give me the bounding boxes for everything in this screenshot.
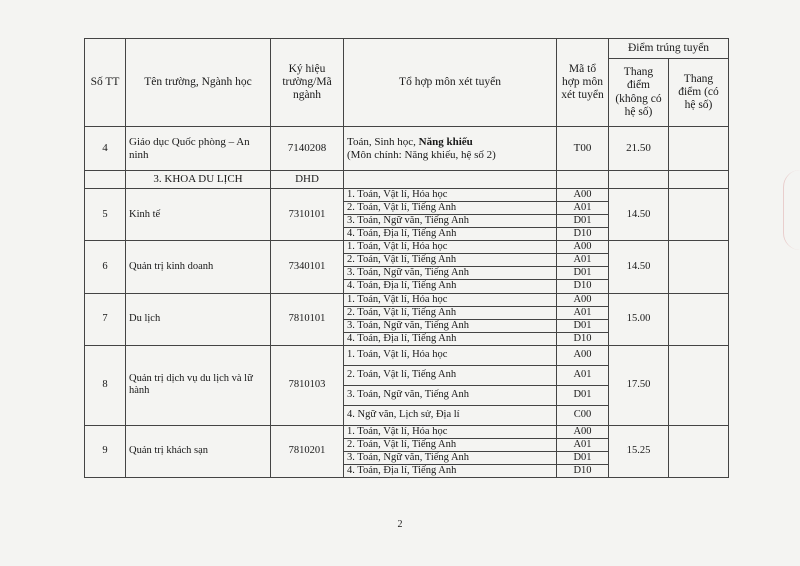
major-name: Kinh tế: [126, 189, 271, 241]
major-score-weighted: [669, 241, 729, 293]
combo-bold: Năng khiếu: [418, 135, 473, 148]
section-score-weighted: [669, 171, 729, 189]
combo-text: 3. Toán, Ngữ văn, Tiếng Anh: [344, 215, 557, 228]
combo-text: 3. Toán, Ngữ văn, Tiếng Anh: [344, 385, 557, 405]
major-code: 7310101: [271, 189, 344, 241]
major-stt: 8: [85, 345, 126, 425]
combo-code: D01: [557, 215, 609, 228]
col-stt: Số TT: [85, 39, 126, 127]
combo-code: A00: [557, 293, 609, 306]
combo-code: D10: [557, 464, 609, 477]
combo-text: 4. Toán, Địa lí, Tiếng Anh: [344, 464, 557, 477]
combo-text: 3. Toán, Ngữ văn, Tiếng Anh: [344, 319, 557, 332]
combo-text: 1. Toán, Vật lí, Hóa học: [344, 189, 557, 202]
combo-text: 4. Ngữ văn, Lịch sử, Địa lí: [344, 405, 557, 425]
col-code: Ký hiệu trường/Mã ngành: [271, 39, 344, 127]
admission-table: [84, 38, 729, 478]
major-score: 15.00: [609, 293, 669, 345]
combo-code: A01: [557, 202, 609, 215]
combo-code: A01: [557, 365, 609, 385]
table-row: [85, 241, 729, 254]
combo-text: 4. Toán, Địa lí, Tiếng Anh: [344, 332, 557, 345]
combo-code: A01: [557, 438, 609, 451]
table-row: [85, 425, 729, 438]
major-score: 17.50: [609, 345, 669, 425]
combo-code: D10: [557, 228, 609, 241]
section-combo-code: [557, 171, 609, 189]
col-combo-code: Mã tổ hợp môn xét tuyển: [557, 39, 609, 127]
major-score-weighted: [669, 189, 729, 241]
combo-text: 2. Toán, Vật lí, Tiếng Anh: [344, 365, 557, 385]
row-code: 7140208: [271, 127, 344, 171]
section-name: 3. KHOA DU LỊCH: [126, 171, 271, 189]
major-score-weighted: [669, 345, 729, 425]
row-combo: [344, 127, 557, 171]
major-score: 15.25: [609, 425, 669, 477]
combo-note: (Môn chính: Năng khiếu, hệ số 2): [347, 148, 496, 161]
row-stt: 4: [85, 127, 126, 171]
major-score: 14.50: [609, 241, 669, 293]
table-row: [85, 345, 729, 365]
major-stt: 6: [85, 241, 126, 293]
combo-text: 2. Toán, Vật lí, Tiếng Anh: [344, 306, 557, 319]
combo-code: D10: [557, 332, 609, 345]
major-score-weighted: [669, 425, 729, 477]
table-row: [85, 127, 729, 171]
combo-text: Toán, Sinh học,: [347, 135, 419, 148]
major-code: 7810201: [271, 425, 344, 477]
combo-text: 3. Toán, Ngữ văn, Tiếng Anh: [344, 451, 557, 464]
combo-text: 1. Toán, Vật lí, Hóa học: [344, 425, 557, 438]
col-school-major: Tên trường, Ngành học: [126, 39, 271, 127]
page-edge-mark: [783, 170, 800, 250]
col-scale-plain: Thang điểm (không có hệ số): [609, 59, 669, 127]
combo-text: 1. Toán, Vật lí, Hóa học: [344, 293, 557, 306]
section-score: [609, 171, 669, 189]
major-name: Quản trị dịch vụ du lịch và lữ hành: [126, 345, 271, 425]
combo-text: 3. Toán, Ngữ văn, Tiếng Anh: [344, 267, 557, 280]
major-name: Quản trị kinh doanh: [126, 241, 271, 293]
col-score-group: Điểm trúng tuyển: [609, 39, 729, 59]
header-row: [85, 39, 729, 59]
section-stt: [85, 171, 126, 189]
combo-text: 2. Toán, Vật lí, Tiếng Anh: [344, 202, 557, 215]
row-score: 21.50: [609, 127, 669, 171]
major-name: Quản trị khách sạn: [126, 425, 271, 477]
major-name: Du lịch: [126, 293, 271, 345]
section-row: [85, 171, 729, 189]
combo-text: 1. Toán, Vật lí, Hóa học: [344, 241, 557, 254]
combo-text: 1. Toán, Vật lí, Hóa học: [344, 345, 557, 365]
combo-code: D01: [557, 385, 609, 405]
row-score-weighted: [669, 127, 729, 171]
major-score: 14.50: [609, 189, 669, 241]
table-row: [85, 293, 729, 306]
combo-code: D10: [557, 280, 609, 293]
combo-code: D01: [557, 451, 609, 464]
combo-code: A00: [557, 425, 609, 438]
section-code: DHD: [271, 171, 344, 189]
combo-code: D01: [557, 267, 609, 280]
combo-code: A00: [557, 189, 609, 202]
col-combo: Tổ hợp môn xét tuyển: [344, 39, 557, 127]
table-row: [85, 189, 729, 202]
major-score-weighted: [669, 293, 729, 345]
row-name: Giáo dục Quốc phòng – An ninh: [126, 127, 271, 171]
combo-code: A01: [557, 254, 609, 267]
combo-code: D01: [557, 319, 609, 332]
combo-text: 2. Toán, Vật lí, Tiếng Anh: [344, 438, 557, 451]
major-stt: 5: [85, 189, 126, 241]
page-number: 2: [397, 519, 403, 530]
major-code: 7810101: [271, 293, 344, 345]
combo-text: 4. Toán, Địa lí, Tiếng Anh: [344, 228, 557, 241]
major-code: 7340101: [271, 241, 344, 293]
combo-code: C00: [557, 405, 609, 425]
combo-code: A01: [557, 306, 609, 319]
row-combo-code: T00: [557, 127, 609, 171]
section-combo: [344, 171, 557, 189]
combo-text: 4. Toán, Địa lí, Tiếng Anh: [344, 280, 557, 293]
combo-code: A00: [557, 345, 609, 365]
major-stt: 9: [85, 425, 126, 477]
combo-code: A00: [557, 241, 609, 254]
major-stt: 7: [85, 293, 126, 345]
major-code: 7810103: [271, 345, 344, 425]
combo-text: 2. Toán, Vật lí, Tiếng Anh: [344, 254, 557, 267]
col-scale-weighted: Thang điểm (có hệ số): [669, 59, 729, 127]
